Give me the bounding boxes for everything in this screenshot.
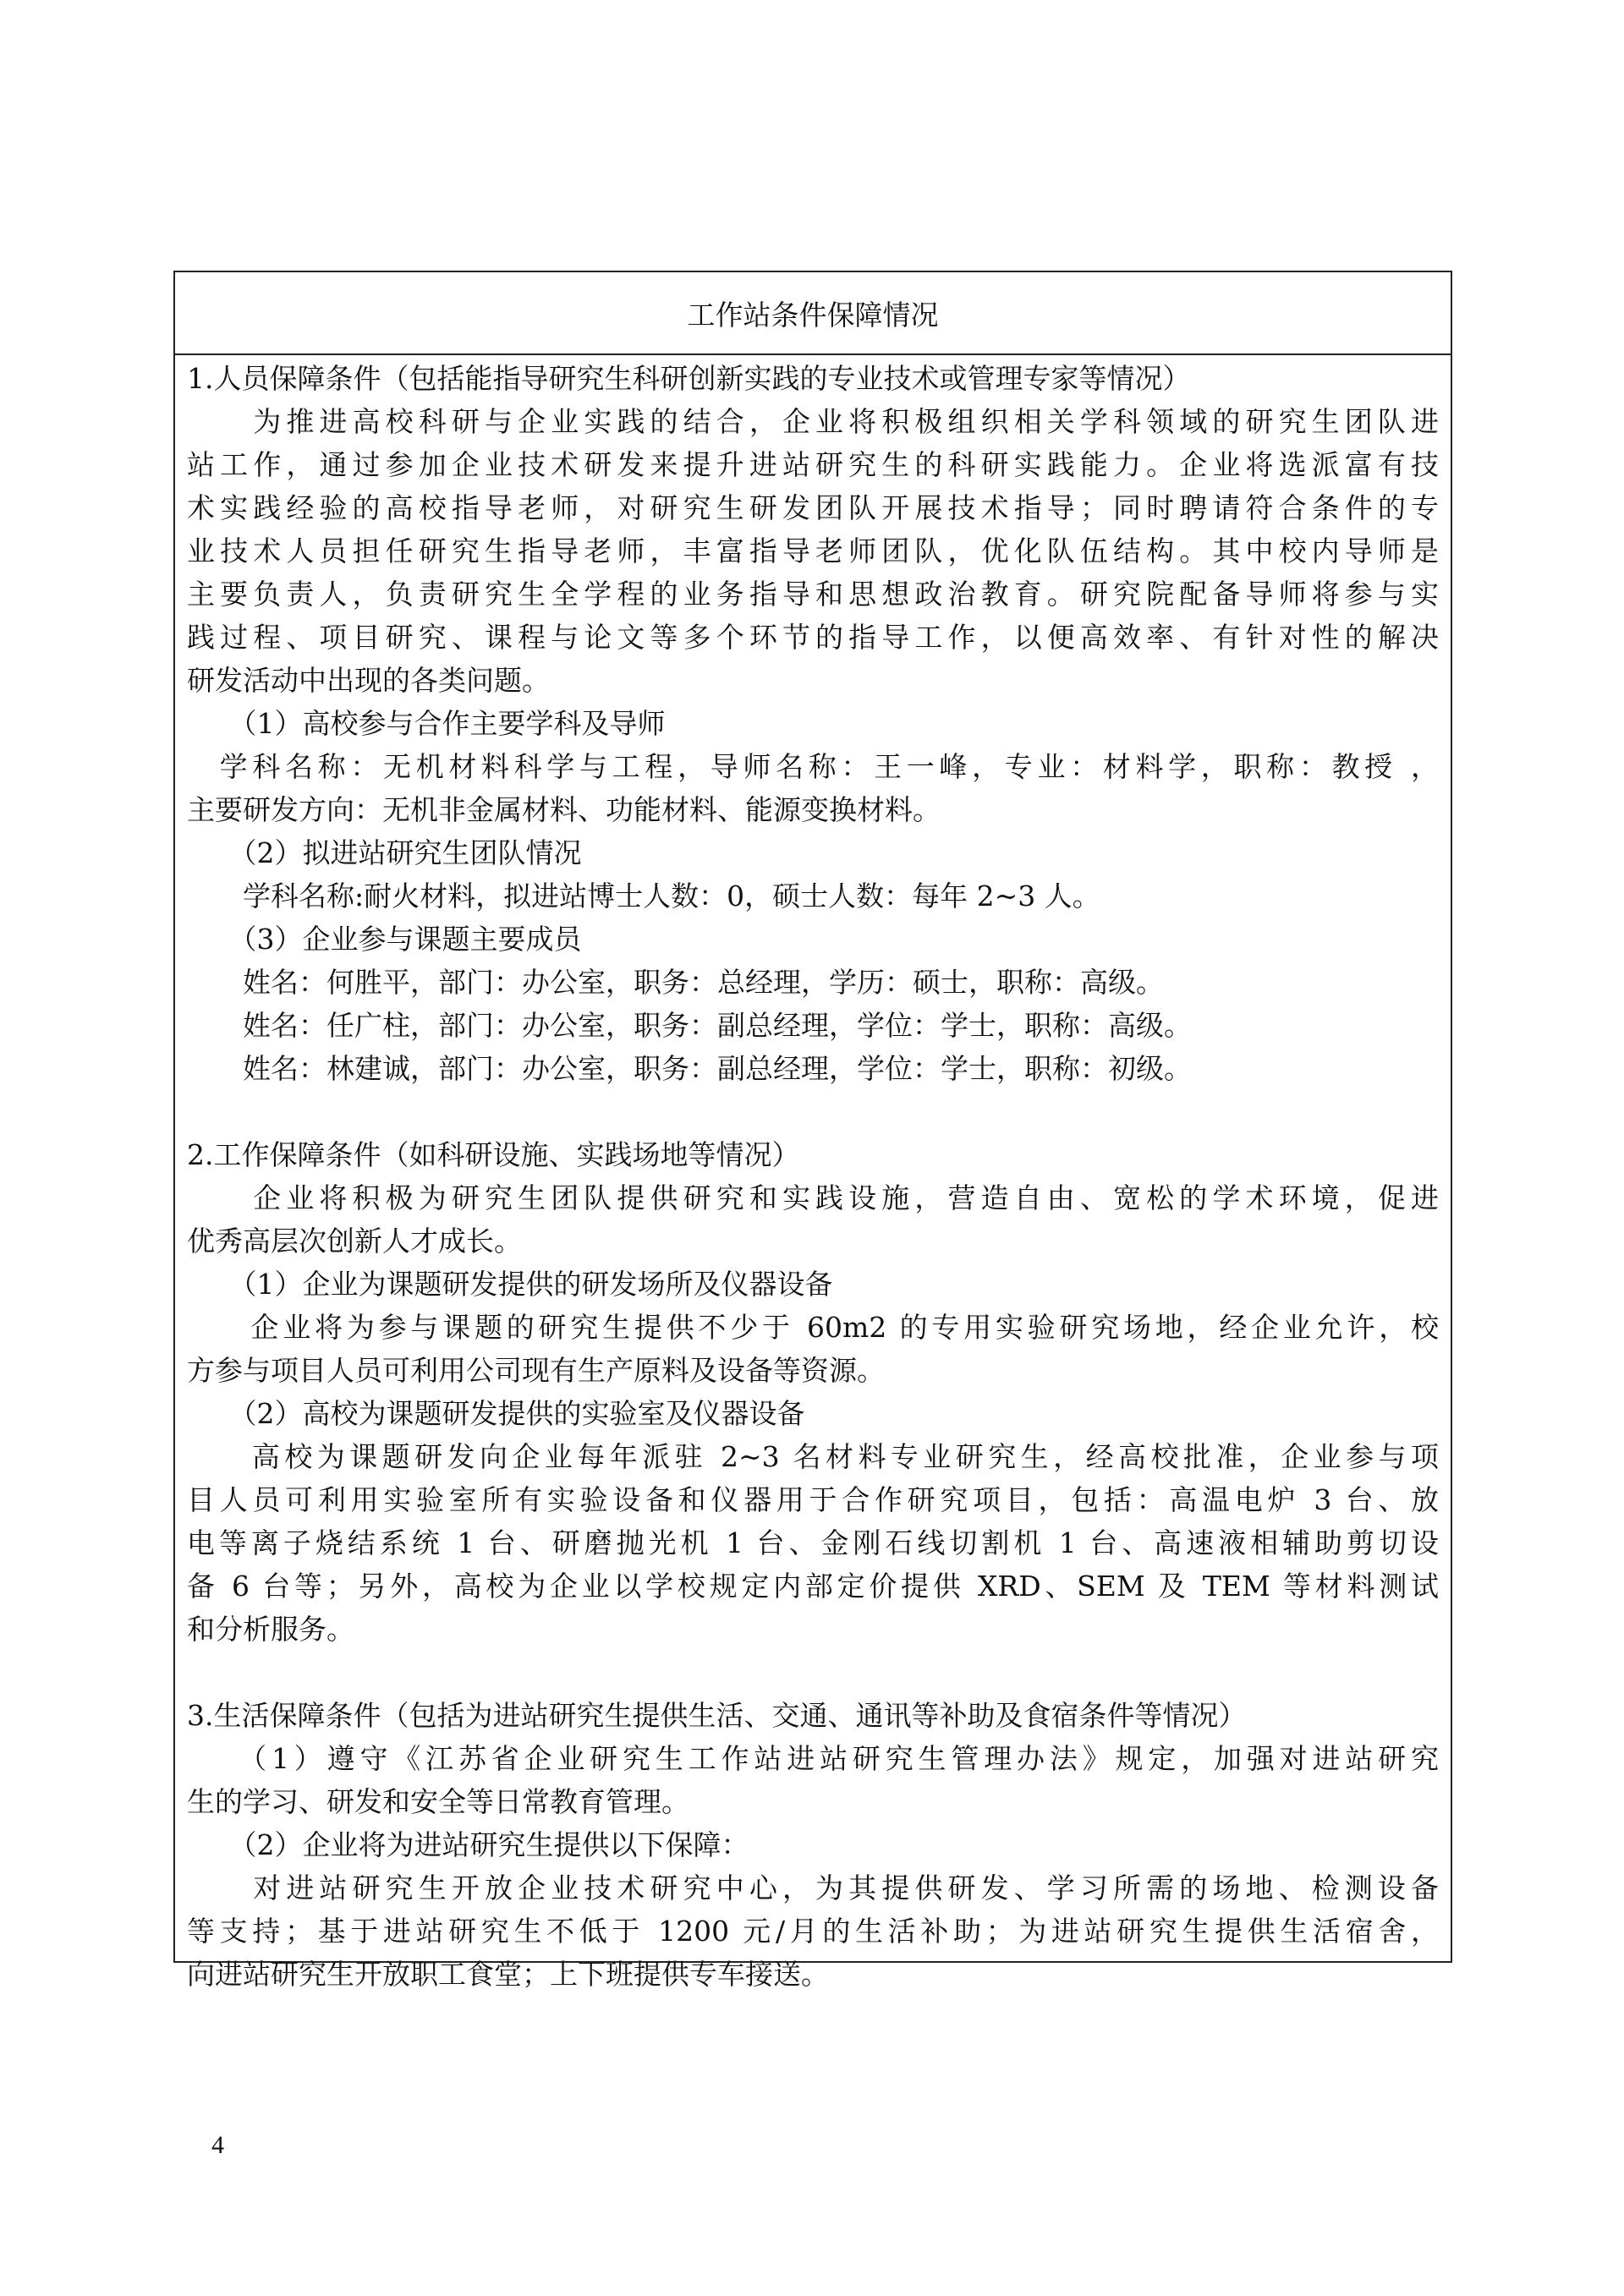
section3-sub2-line: 对进站研究生开放企业技术研究中心，为其提供研发、学习所需的场地、检测设备: [187, 1871, 1439, 1904]
section1-sub3-heading: （3）企业参与课题主要成员: [187, 923, 582, 956]
table-body: [187, 357, 1439, 1996]
section1-sub1-line: 学科名称：无机材料科学与工程，导师名称：王一峰，专业：材料学，职称：教授 ，: [187, 750, 1439, 783]
section3-sub1-line: （1）遵守《江苏省企业研究生工作站进站研究生管理办法》规定，加强对进站研究: [187, 1742, 1439, 1775]
section1-sub1-heading: （1）高校参与合作主要学科及导师: [187, 707, 666, 740]
section3-sub2-heading: （2）企业将为进站研究生提供以下保障：: [187, 1828, 749, 1861]
section1-sub1-line: 主要研发方向：无机非金属材料、功能材料、能源变换材料。: [187, 793, 941, 826]
section-gap: [187, 1090, 1439, 1133]
section1-para-line: 主要负责人，负责研究生全学程的业务指导和思想政治教育。研究院配备导师将参与实: [187, 578, 1439, 611]
section1-sub2-line: 学科名称:耐火材料，拟进站博士人数：0，硕士人数：每年 2~3 人。: [187, 879, 1100, 912]
section2-sub1-line: 方参与项目人员可利用公司现有生产原料及设备等资源。: [187, 1354, 885, 1387]
section3-sub2-line: 向进站研究生开放职工食堂；上下班提供专车接送。: [187, 1958, 829, 1991]
section2-para-line: 优秀高层次创新人才成长。: [187, 1225, 522, 1258]
section1-para-line: 业技术人员担任研究生指导老师，丰富指导老师团队，优化队伍结构。其中校内导师是: [187, 534, 1439, 567]
section-gap: [187, 1651, 1439, 1694]
member-line: 姓名：林建诚，部门：办公室，职务：副总经理，学位：学士，职称：初级。: [187, 1052, 1192, 1085]
section1-heading: 1.人员保障条件（包括能指导研究生科研创新实践的专业技术或管理专家等情况）: [187, 362, 1191, 395]
section2-sub2-line: 电等离子烧结系统 1 台、研磨抛光机 1 台、金刚石线切割机 1 台、高速液相辅助剪切设: [187, 1526, 1439, 1559]
section3-sub1-line: 生的学习、研发和安全等日常教育管理。: [187, 1785, 689, 1818]
section1-para-line: 为推进高校科研与企业实践的结合，企业将积极组织相关学科领域的研究生团队进: [187, 405, 1439, 438]
member-line: 姓名：任广柱，部门：办公室，职务：副总经理，学位：学士，职称：高级。: [187, 1009, 1192, 1042]
section2-sub2-line: 高校为课题研发向企业每年派驻 2~3 名材料专业研究生，经高校批准，企业参与项: [187, 1440, 1439, 1473]
section2-sub2-heading: （2）高校为课题研发提供的实验室及仪器设备: [187, 1397, 805, 1430]
conditions-table: [173, 271, 1452, 1991]
section1-para-line: 践过程、项目研究、课程与论文等多个环节的指导工作，以便高效率、有针对性的解决: [187, 621, 1439, 654]
section2-sub1-line: 企业将为参与课题的研究生提供不少于 60m2 的专用实验研究场地，经企业允许，校: [187, 1311, 1439, 1344]
section2-sub2-line: 备 6 台等；另外，高校为企业以学校规定内部定价提供 XRD、SEM 及 TEM 等材料测试: [187, 1570, 1439, 1603]
section1-para-line: 术实践经验的高校指导老师，对研究生研发团队开展技术指导；同时聘请符合条件的专: [187, 491, 1439, 524]
member-line: 姓名：何胜平，部门：办公室，职务：总经理，学历：硕士，职称：高级。: [187, 966, 1164, 999]
section2-sub2-line: 目人员可利用实验室所有实验设备和仪器用于合作研究项目，包括：高温电炉 3 台、放: [187, 1483, 1439, 1516]
section2-heading: 2.工作保障条件（如科研设施、实践场地等情况）: [187, 1138, 800, 1171]
table-title: 工作站条件保障情况: [175, 272, 1451, 355]
section2-para-line: 企业将积极为研究生团队提供研究和实践设施，营造自由、宽松的学术环境，促进: [187, 1181, 1439, 1214]
section1-sub2-heading: （2）拟进站研究生团队情况: [187, 836, 582, 869]
section1-para-line: 站工作，通过参加企业技术研发来提升进站研究生的科研实践能力。企业将选派富有技: [187, 448, 1439, 481]
page-number: 4: [211, 2131, 224, 2159]
section1-para-line: 研发活动中出现的各类问题。: [187, 664, 550, 697]
section3-heading: 3.生活保障条件（包括为进站研究生提供生活、交通、通讯等补助及食宿条件等情况）: [187, 1699, 1247, 1732]
section2-sub1-heading: （1）企业为课题研发提供的研发场所及仪器设备: [187, 1268, 833, 1301]
section3-sub2-line: 等支持；基于进站研究生不低于 1200 元/月的生活补助；为进站研究生提供生活宿舍，: [187, 1915, 1439, 1948]
section2-sub2-line: 和分析服务。: [187, 1613, 354, 1646]
